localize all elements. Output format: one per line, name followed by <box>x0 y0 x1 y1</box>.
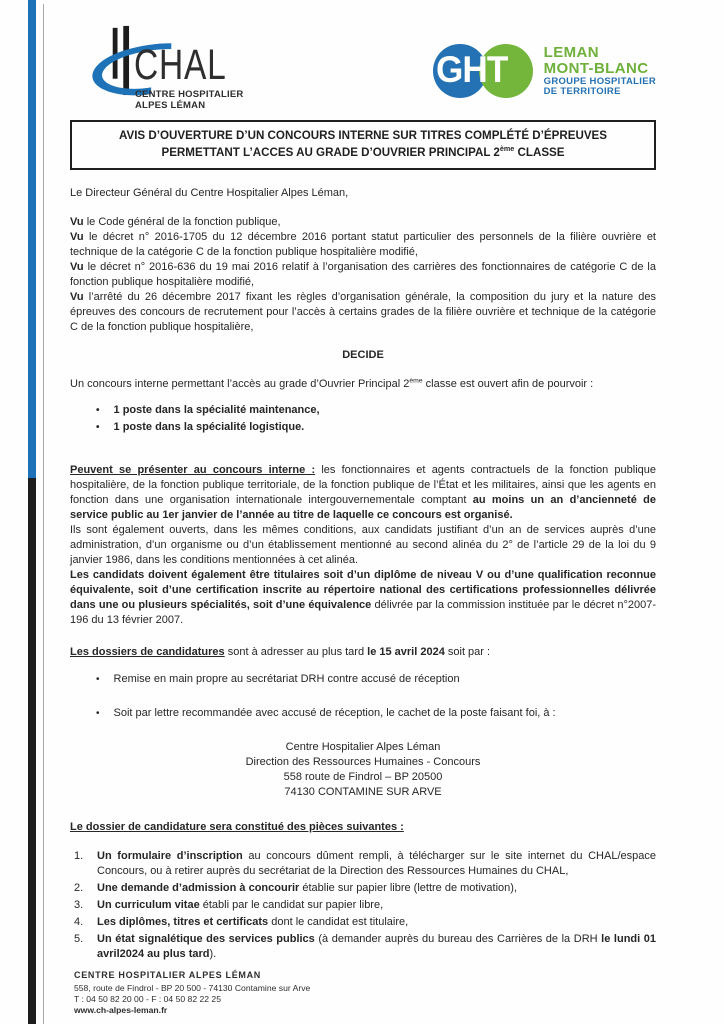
ght-word-mont-blanc: MONT-BLANC <box>543 59 649 77</box>
submit-option-label: Remise en main propre au secrétariat DRH contre accusé de réception <box>113 673 460 685</box>
ght-logo-mark-icon <box>433 42 535 100</box>
vu-paragraph-1: Vu le Code général de la fonction publique, <box>70 216 281 228</box>
eligibility-paragraph-1: Peuvent se présenter au concours interne : les fonctionnaires et agents contractuels de la fonction publique hospitalière, de la fonction publique territoriale, de la fonction publique de l’État et les militaires, ainsi que les agents en fonction dans une organisation internationale intergouvernementale comptant au moins un an d’ancienneté de service public au 1er janvier de l’année au titre de laquelle ce concours est organisé. <box>70 464 657 521</box>
chal-logo <box>70 22 310 118</box>
deadline-paragraph: Les dossiers de candidatures sont à adresser au plus tard le 15 avril 2024 soit par : <box>70 646 491 658</box>
piece-item-2 <box>74 881 656 896</box>
piece-text: Un état signalétique des services publics (à demander auprès du bureau des Carrières de la DRH le lundi 01 avril2024 au plus tard). <box>97 933 657 960</box>
document-content <box>70 22 656 1016</box>
piece-number: 1. <box>74 850 84 862</box>
piece-item-1 <box>74 849 656 879</box>
notice-title-line1: AVIS D’OUVERTURE D’UN CONCOURS INTERNE SUR TITRES COMPLÉTÉ D’ÉPREUVES <box>118 129 608 142</box>
address-line-3: 558 route de Findrol – BP 20500 <box>283 771 443 783</box>
chal-logo-subtitle <box>135 90 243 111</box>
piece-item-4 <box>74 915 656 930</box>
footer-org-name: CENTRE HOSPITALIER ALPES LÉMAN <box>74 970 262 980</box>
piece-text: Une demande d’admission à concourir établie sur papier libre (lettre de motivation), <box>97 882 517 894</box>
address-line-2: Direction des Ressources Humaines - Concours <box>245 756 481 768</box>
scan-page-edge-line <box>43 4 44 1024</box>
piece-item-3 <box>74 898 656 913</box>
ght-word-leman: LEMAN <box>543 43 599 61</box>
post-item-label: 1 poste dans la spécialité maintenance, <box>113 404 320 416</box>
decide-heading: DECIDE <box>342 349 384 361</box>
pieces-heading: Le dossier de candidature sera constitué des pièces suivantes : <box>70 821 404 833</box>
piece-number: 5. <box>74 933 84 945</box>
eligibility-block <box>70 463 656 628</box>
vu-paragraph-3: Vu le décret n° 2016-636 du 19 mai 2016 relatif à l’organisation des carrières des fonctionnaires de catégorie C de la fonction publique hospitalière modifié, <box>70 261 656 288</box>
bullet-icon: • <box>96 422 100 433</box>
chal-subtitle-line2: ALPES LÉMAN <box>135 99 206 111</box>
post-item-logistique <box>96 419 656 436</box>
mailing-address <box>70 740 656 800</box>
document-footer <box>74 970 656 1016</box>
piece-number: 3. <box>74 899 84 911</box>
post-list <box>70 402 656 436</box>
piece-number: 4. <box>74 916 84 928</box>
piece-number: 2. <box>74 882 84 894</box>
eligibility-paragraph-2: Ils sont également ouverts, dans les mêmes conditions, aux candidats justifiant d’un an de services auprès d’une administration, d’un organisme ou d’un établissement mentionné au second alinéa du 2° de l’article 29 de la loi du 9 janvier 1986, dans les conditions mentionnées à cet alinéa. <box>70 524 656 566</box>
piece-item-5 <box>74 932 656 962</box>
intro-paragraph: Le Directeur Général du Centre Hospitalier Alpes Léman, <box>70 187 349 199</box>
ght-logo <box>433 42 656 100</box>
pieces-list <box>70 849 656 962</box>
footer-address: 558, route de Findrol - BP 20 500 - 74130 Contamine sur Arve <box>74 983 311 993</box>
vu-paragraph-2: Vu le décret n° 2016-1705 du 12 décembre 2016 portant statut particulier des personnels de la filière ouvrière et technique de la catégorie C de la fonction publique hospitalière modifié, <box>70 231 656 258</box>
scan-spine-stripe-blue <box>28 0 36 478</box>
notice-title-box <box>70 120 656 170</box>
bullet-icon: • <box>96 405 100 416</box>
piece-text: Un curriculum vitae établi par le candidat sur papier libre, <box>97 899 384 911</box>
document-header <box>70 22 656 118</box>
post-item-maintenance <box>96 402 656 419</box>
footer-website: www.ch-alpes-leman.fr <box>74 1005 168 1015</box>
submit-options-list <box>70 672 656 721</box>
ght-word-groupe: GROUPE HOSPITALIER <box>543 75 656 87</box>
eligibility-paragraph-3: Les candidats doivent également être titulaires soit d’un diplôme de niveau V ou d’une qualification reconnue équivalente, soit d’une certification inscrite au répertoire national des certifications professionnelles délivrée dans une ou plusieurs spécialités, soit d’une équivalence délivrée par la commission instituée par le décret n°2007-196 du 13 février 2007. <box>70 569 656 626</box>
ght-wordmark <box>544 45 656 98</box>
address-line-1: Centre Hospitalier Alpes Léman <box>285 741 441 753</box>
bullet-icon: • <box>96 708 100 719</box>
submit-option-label: Soit par lettre recommandée avec accusé de réception, le cachet de la poste faisant foi, à : <box>113 707 556 719</box>
chal-logo-wordmark: CHAL <box>134 41 227 89</box>
scan-spine-stripe-black <box>28 478 36 1024</box>
vu-paragraph-4: Vu l’arrêté du 26 décembre 2017 fixant les règles d’organisation générale, la composition du jury et la nature des épreuves des concours de recrutement pour l’accès à certains grades de la filière ouvrière et technique de la catégorie C de la fonction publique hospitalière, <box>70 291 656 333</box>
chal-subtitle-line1: CENTRE HOSPITALIER <box>135 89 244 100</box>
piece-text: Un formulaire d’inscription au concours dûment rempli, à télécharger sur le site internet du CHAL/espace Concours, ou à retirer auprès du secrétariat de la Direction des Ressources Humaines du CHAL, <box>97 850 656 877</box>
opening-paragraph: Un concours interne permettant l’accès au grade d’Ouvrier Principal 2ème classe est ouvert afin de pourvoir : <box>70 377 594 390</box>
ght-acronym: GHT <box>435 49 507 90</box>
address-line-4: 74130 CONTAMINE SUR ARVE <box>284 786 442 798</box>
submit-option-registered-mail <box>96 706 656 721</box>
ght-word-territoire: DE TERRITOIRE <box>543 86 621 97</box>
vu-block <box>70 215 656 335</box>
footer-phones: T : 04 50 82 20 00 - F : 04 50 82 22 25 <box>74 994 221 1004</box>
notice-title-line2: PERMETTANT L’ACCES AU GRADE D’OUVRIER PRINCIPAL 2ème CLASSE <box>161 143 565 159</box>
submit-option-hand-delivery <box>96 672 656 687</box>
post-item-label: 1 poste dans la spécialité logistique. <box>113 421 305 433</box>
bullet-icon: • <box>96 674 100 685</box>
piece-text: Les diplômes, titres et certificats dont le candidat est titulaire, <box>97 916 409 928</box>
